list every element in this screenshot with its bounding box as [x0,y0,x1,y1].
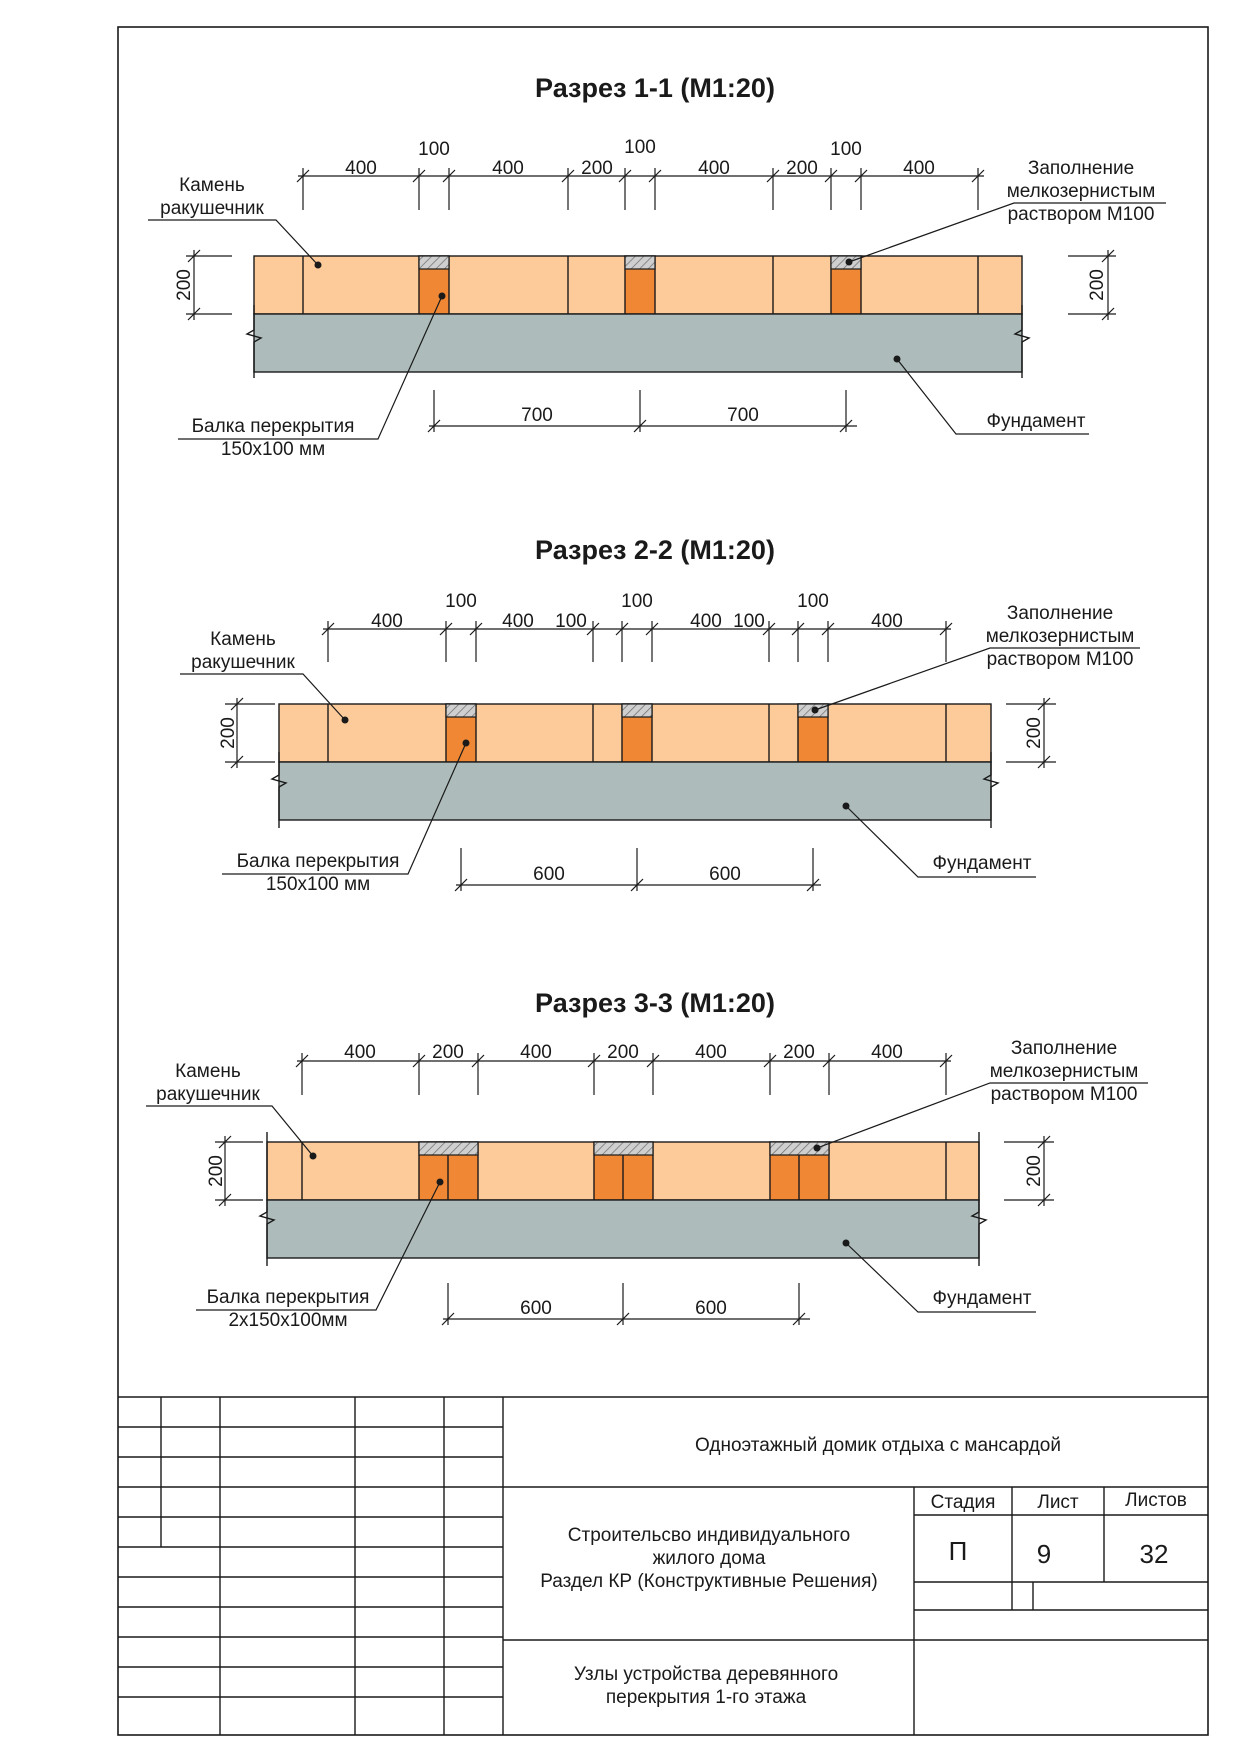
dimension-value: 400 [371,611,403,632]
label-beam: 150х100 мм [220,439,326,460]
height-value: 200 [174,269,195,301]
dimension-value: 400 [344,1042,376,1063]
sheets-label: Листов [1125,1490,1187,1511]
leader-dot [310,1153,317,1160]
label-stone: Камень [179,175,245,196]
label-stone: Камень [210,629,276,650]
leader-dot [463,740,470,747]
leader-dot [843,803,850,810]
foundation [267,1200,979,1258]
height-value: 200 [206,1155,227,1187]
dimension-value: 100 [555,611,587,632]
leader-dot [846,259,853,266]
description-line: жилого дома [652,1548,766,1569]
dimension-value: 400 [492,158,524,179]
project-title: Одноэтажный домик отдыха с мансардой [695,1435,1061,1456]
label-fill: мелкозернистым [1006,181,1156,202]
label-foundation: Фундамент [932,853,1032,874]
dimension-value: 400 [903,158,935,179]
description-line: Строительсво индивидуального [567,1525,851,1546]
leader-dot [315,262,322,269]
dimension-value: 700 [727,405,759,426]
dimension-value: 100 [621,591,653,612]
mortar-fill [446,704,476,717]
dimension-value: 100 [624,137,656,158]
height-value: 200 [1024,1155,1045,1187]
mortar-fill [419,1142,478,1155]
dimension-value: 200 [786,158,818,179]
foundation [254,314,1022,372]
dimension-value: 400 [871,1042,903,1063]
description-line: Раздел КР (Конструктивные Решения) [540,1571,878,1592]
bottom-dimension [455,848,821,891]
label-fill: раствором М100 [1007,204,1155,225]
height-value: 200 [1087,269,1108,301]
mortar-fill [594,1142,653,1155]
label-foundation: Фундамент [932,1288,1032,1309]
sheet-value: 9 [1036,1539,1052,1569]
dimension-value: 400 [502,611,534,632]
dimension-value: 400 [695,1042,727,1063]
leader-dot [342,717,349,724]
label-stone: Камень [175,1061,241,1082]
dimension-value: 400 [871,611,903,632]
label-foundation: Фундамент [986,411,1086,432]
dimension-value: 100 [418,139,450,160]
sheet-label: Лист [1037,1492,1079,1513]
section-title: Разрез 3-3 (М1:20) [535,988,775,1018]
dimension-ticks [297,168,984,210]
dimension-value: 600 [533,864,565,885]
sheets-value: 32 [1139,1539,1169,1569]
dimension-value: 600 [709,864,741,885]
dimension-value: 200 [607,1042,639,1063]
dimension-value: 700 [521,405,553,426]
label-fill: Заполнение [1006,603,1114,624]
label-beam: 150х100 мм [265,874,371,895]
mortar-fill [419,256,449,269]
label-stone: ракушечник [160,198,264,219]
sheet-title: перекрытия 1-го этажа [605,1687,807,1708]
dimension-value: 100 [733,611,765,632]
label-fill: Заполнение [1010,1038,1118,1059]
height-value: 200 [1024,717,1045,749]
stage-label: Стадия [930,1492,996,1513]
leader-dot [843,1240,850,1247]
label-stone: ракушечник [191,652,295,673]
label-beam: Балка перекрытия [191,416,355,437]
sheet-title: Узлы устройства деревянного [573,1664,839,1685]
bottom-dimension [442,1283,810,1325]
mortar-fill [625,256,655,269]
leader-dot [894,356,901,363]
label-stone: ракушечник [156,1084,260,1105]
label-fill: раствором М100 [986,649,1134,670]
height-value: 200 [218,717,239,749]
bottom-dimension [428,390,857,432]
dimension-value: 200 [581,158,613,179]
label-fill: раствором М100 [990,1084,1138,1105]
dimension-value: 200 [783,1042,815,1063]
leader-dot [812,707,819,714]
label-fill: Заполнение [1027,158,1135,179]
leader-dot [437,1179,444,1186]
leader-dot [814,1145,821,1152]
section-3-3 [146,988,1148,1331]
stage-value: П [948,1536,968,1566]
dimension-ticks [322,621,952,662]
section-title: Разрез 1-1 (М1:20) [535,73,775,103]
dimension-value: 400 [690,611,722,632]
leader-dot [439,293,446,300]
dimension-value: 400 [520,1042,552,1063]
dimension-value: 200 [432,1042,464,1063]
dimension-value: 400 [345,158,377,179]
dimension-value: 100 [797,591,829,612]
dimension-value: 100 [445,591,477,612]
section-title: Разрез 2-2 (М1:20) [535,535,775,565]
label-beam: Балка перекрытия [206,1287,370,1308]
dimension-value: 600 [695,1298,727,1319]
dimension-value: 600 [520,1298,552,1319]
label-beam: 2х150х100мм [228,1310,348,1331]
dimension-value: 400 [698,158,730,179]
label-fill: мелкозернистым [989,1061,1139,1082]
label-beam: Балка перекрытия [236,851,400,872]
label-fill: мелкозернистым [985,626,1135,647]
dimension-value: 100 [830,139,862,160]
mortar-fill [622,704,652,717]
section-1-1 [148,73,1166,460]
foundation [279,762,991,820]
section-2-2 [180,535,1140,895]
